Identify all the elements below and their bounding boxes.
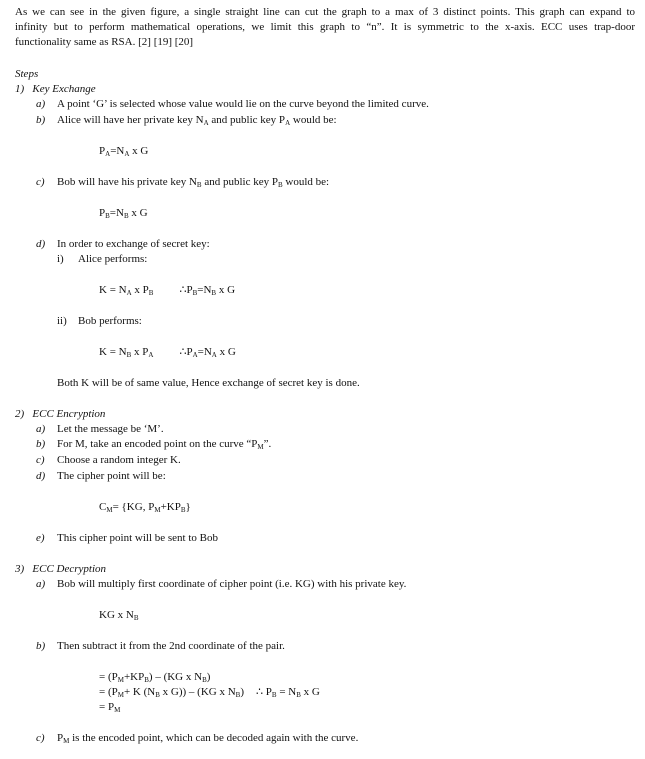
intro-line-3: functionality same as RSA. [2] [19] [20] — [15, 36, 194, 48]
enc-d-text: The cipher point will be: — [57, 470, 166, 482]
ke-b-text: Alice will have her private key $N_A$ and public key $P_A$ would be: — [57, 114, 337, 127]
intro-line-1: As we can see in the given figure, a single straight line can cut the graph to a max of 3 distinct points. This graph can expand to — [15, 6, 635, 18]
enc-e-text: This cipher point will be sent to Bob — [57, 532, 219, 544]
enc-a-marker: a) — [36, 423, 46, 435]
enc-c-text: Choose a random integer K. — [57, 454, 181, 466]
both-k-text: Both K will be of same value, Hence exchange of secret key is done. — [57, 377, 360, 389]
enc-a-text: Let the message be ‘M’. — [57, 423, 164, 435]
equation-step-3: = $P_M$ — [99, 701, 121, 714]
steps-heading: Steps — [15, 68, 39, 80]
equation-step-2: = ($P_M+ K$ ($N_B$ x G)) – (KG x $N_B$) ∴ $P_B = N_B$ x G — [99, 686, 320, 699]
ke-a-text: A point ‘G’ is selected whose value would lie on the curve beyond the limited curve. — [57, 98, 429, 110]
ke-i-marker: i) — [57, 253, 64, 265]
equation-pa: $P_A=N_A$ x G — [99, 145, 149, 158]
ke-ii-text: Bob performs: — [78, 315, 142, 327]
decryption-heading: 3) ECC Decryption — [15, 563, 107, 575]
ke-a-marker: a) — [36, 98, 46, 110]
key-exchange-heading: 1) Key Exchange — [15, 83, 96, 95]
equation-pb: $P_B=N_B$ x G — [99, 207, 148, 220]
equation-step-1: = $(P_M+KP_B) - (KG$ x $N_B$) — [99, 671, 211, 684]
enc-c-marker: c) — [36, 454, 45, 466]
dec-c-text: $P_M$ is the encoded point, which can be decoded again with the curve. — [57, 732, 359, 745]
enc-e-marker: e) — [36, 532, 45, 544]
dec-a-text: Bob will multiply first coordinate of cipher point (i.e. KG) with his private key. — [57, 578, 407, 590]
equation-cm: $C_M= \{KG$, $P_M+KP_B$} — [99, 501, 191, 514]
enc-b-marker: b) — [36, 438, 46, 450]
equation-alice: $K = N_A$ x $P_B$ $\therefore P_B=N_B$ x G — [99, 284, 236, 297]
intro-line-2: infinity but to perform mathematical operations, we limit this graph to “n”. It is symmetric to the x-axis. ECC uses trap-door — [15, 21, 635, 33]
dec-a-marker: a) — [36, 578, 46, 590]
ke-i-text: Alice performs: — [78, 253, 148, 265]
enc-b-text: For M, take an encoded point on the curve “$P_M$”. — [57, 438, 272, 451]
ke-b-marker: b) — [36, 114, 46, 126]
enc-d-marker: d) — [36, 470, 46, 482]
ke-c-marker: c) — [36, 176, 45, 188]
dec-c-marker: c) — [36, 732, 45, 744]
ke-ii-marker: ii) — [57, 315, 67, 327]
dec-b-marker: b) — [36, 640, 46, 652]
equation-kg-nb: KG x $N_B$ — [99, 609, 139, 622]
ke-d-text: In order to exchange of secret key: — [57, 238, 210, 250]
dec-b-text: Then subtract it from the 2nd coordinate of the pair. — [57, 640, 285, 652]
equation-bob: $K = N_B$ x $P_A$ $\therefore P_A=N_A$ x G — [99, 346, 236, 359]
encryption-heading: 2) ECC Encryption — [15, 408, 106, 420]
ke-d-marker: d) — [36, 238, 46, 250]
ke-c-text: Bob will have his private key $N_B$ and public key $P_B$ would be: — [57, 176, 330, 189]
